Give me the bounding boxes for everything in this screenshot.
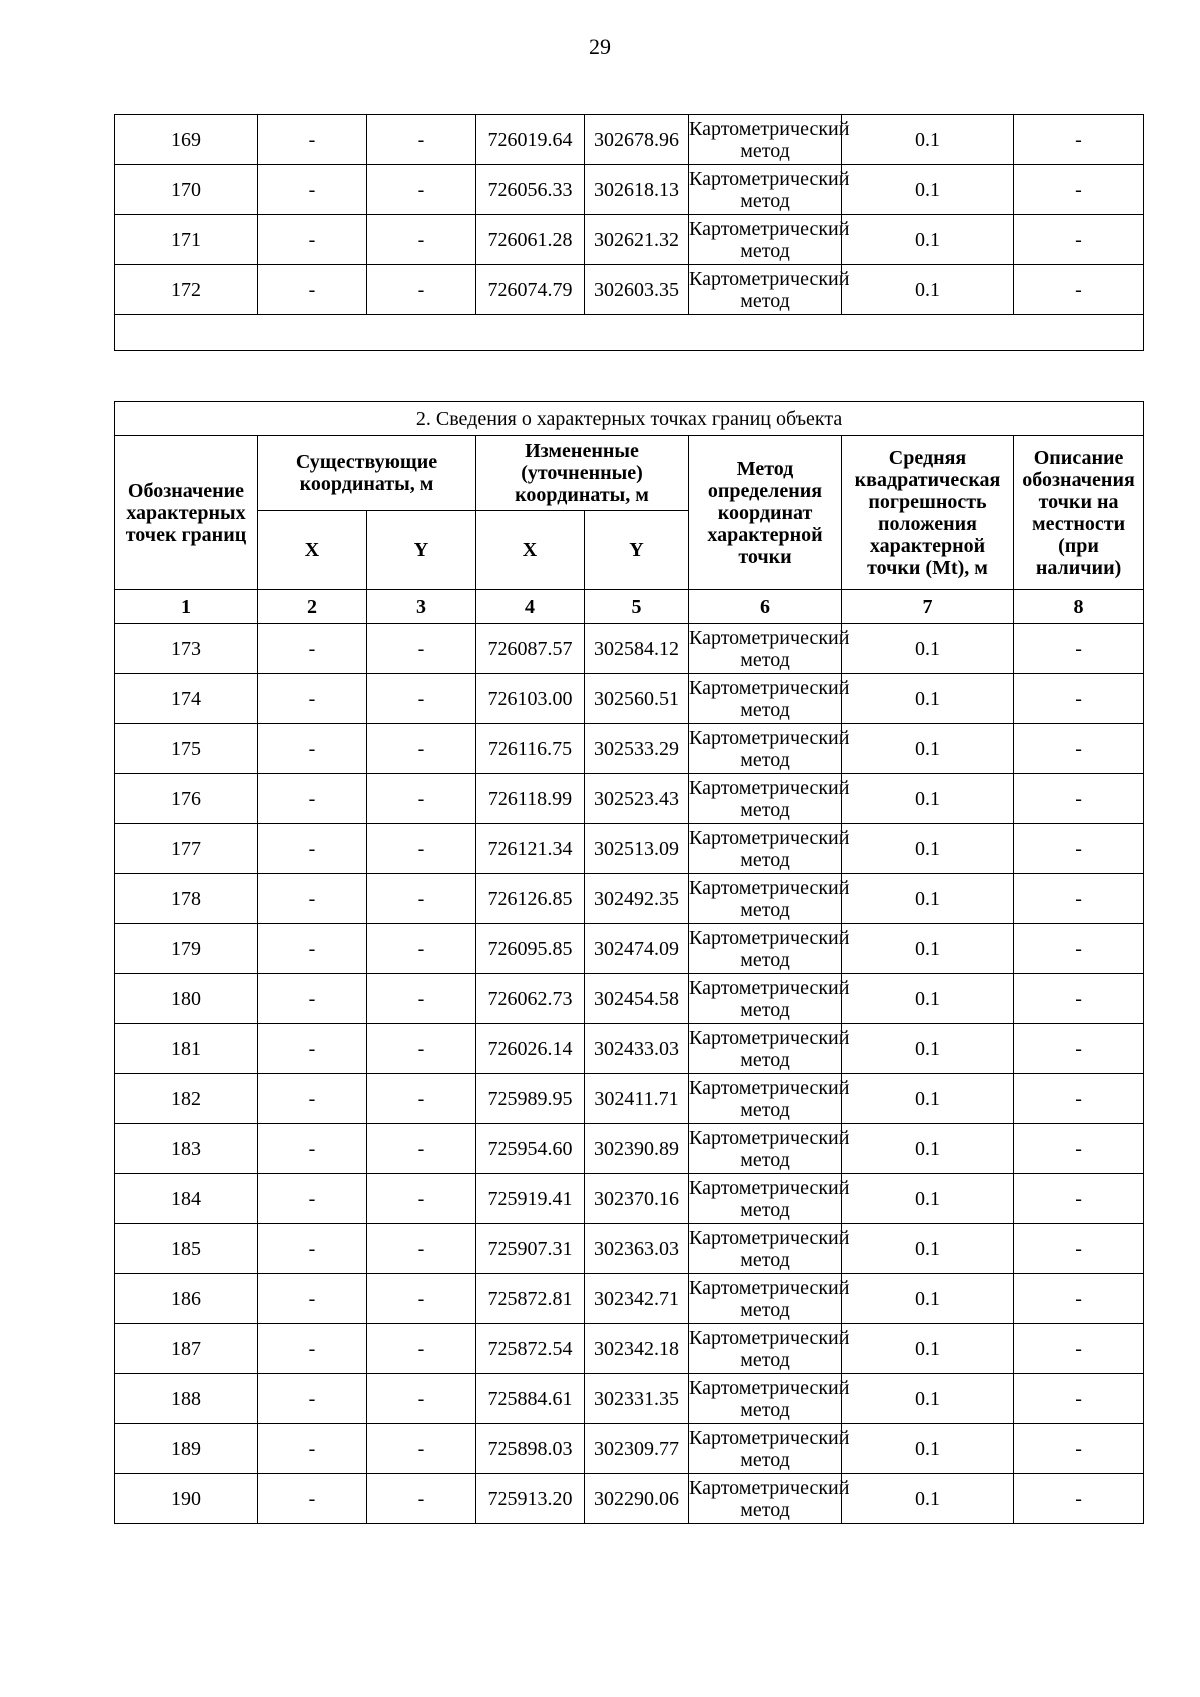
method-cell: Картометрический метод (689, 215, 842, 265)
table1-empty-row (115, 315, 1144, 351)
point-number-cell: 190 (115, 1474, 258, 1524)
changed-x-cell: 725954.60 (476, 1124, 585, 1174)
existing-y-cell: - (367, 674, 476, 724)
column-number: 8 (1014, 590, 1144, 624)
column-number: 5 (585, 590, 689, 624)
accuracy-cell: 0.1 (842, 924, 1014, 974)
description-cell: - (1014, 1374, 1144, 1424)
table-row (115, 774, 1144, 824)
changed-y-cell: 302454.58 (585, 974, 689, 1024)
changed-x-cell: 725872.54 (476, 1324, 585, 1374)
table-row (115, 724, 1144, 774)
existing-y-cell: - (367, 1424, 476, 1474)
changed-x-cell: 726087.57 (476, 624, 585, 674)
existing-y-cell: - (367, 215, 476, 265)
method-cell: Картометрический метод (689, 1374, 842, 1424)
table-row (115, 1474, 1144, 1524)
changed-y-cell: 302618.13 (585, 165, 689, 215)
description-cell: - (1014, 1174, 1144, 1224)
section-title-row (115, 402, 1144, 436)
existing-x-cell: - (258, 1174, 367, 1224)
method-cell: Картометрический метод (689, 1274, 842, 1324)
changed-y-cell: 302474.09 (585, 924, 689, 974)
header-accuracy: Средняя квадратическая погрешность положения характерной точки (Mt), м (842, 436, 1014, 590)
description-cell: - (1014, 1224, 1144, 1274)
changed-x-cell: 726118.99 (476, 774, 585, 824)
changed-y-cell: 302309.77 (585, 1424, 689, 1474)
column-number: 1 (115, 590, 258, 624)
method-cell: Картометрический метод (689, 724, 842, 774)
accuracy-cell: 0.1 (842, 1274, 1014, 1324)
changed-x-cell: 725919.41 (476, 1174, 585, 1224)
changed-x-cell: 726026.14 (476, 1024, 585, 1074)
changed-y-cell: 302290.06 (585, 1474, 689, 1524)
point-number-cell: 170 (115, 165, 258, 215)
existing-x-cell: - (258, 1074, 367, 1124)
existing-y-cell: - (367, 265, 476, 315)
point-number-cell: 176 (115, 774, 258, 824)
changed-y-cell: 302621.32 (585, 215, 689, 265)
table-row (115, 1224, 1144, 1274)
table-row (115, 115, 1144, 165)
existing-x-cell: - (258, 165, 367, 215)
existing-y-cell: - (367, 1224, 476, 1274)
table-row (115, 924, 1144, 974)
existing-x-cell: - (258, 774, 367, 824)
point-number-cell: 169 (115, 115, 258, 165)
accuracy-cell: 0.1 (842, 824, 1014, 874)
changed-y-cell: 302523.43 (585, 774, 689, 824)
method-cell: Картометрический метод (689, 1074, 842, 1124)
existing-x-cell: - (258, 1424, 367, 1474)
point-number-cell: 174 (115, 674, 258, 724)
changed-x-cell: 726061.28 (476, 215, 585, 265)
changed-y-cell: 302560.51 (585, 674, 689, 724)
existing-x-cell: - (258, 115, 367, 165)
description-cell: - (1014, 1074, 1144, 1124)
method-cell: Картометрический метод (689, 265, 842, 315)
point-number-cell: 182 (115, 1074, 258, 1124)
existing-y-cell: - (367, 624, 476, 674)
header-existing-x: X (258, 511, 367, 590)
table-row (115, 165, 1144, 215)
existing-x-cell: - (258, 924, 367, 974)
accuracy-cell: 0.1 (842, 115, 1014, 165)
method-cell: Картометрический метод (689, 1324, 842, 1374)
changed-y-cell: 302331.35 (585, 1374, 689, 1424)
table-row (115, 265, 1144, 315)
method-cell: Картометрический метод (689, 774, 842, 824)
header-changed-y: Y (585, 511, 689, 590)
changed-y-cell: 302433.03 (585, 1024, 689, 1074)
changed-x-cell: 725898.03 (476, 1424, 585, 1474)
changed-y-cell: 302492.35 (585, 874, 689, 924)
changed-y-cell: 302342.71 (585, 1274, 689, 1324)
description-cell: - (1014, 115, 1144, 165)
changed-y-cell: 302342.18 (585, 1324, 689, 1374)
method-cell: Картометрический метод (689, 824, 842, 874)
method-cell: Картометрический метод (689, 624, 842, 674)
changed-x-cell: 726074.79 (476, 265, 585, 315)
existing-y-cell: - (367, 724, 476, 774)
accuracy-cell: 0.1 (842, 774, 1014, 824)
point-number-cell: 181 (115, 1024, 258, 1074)
accuracy-cell: 0.1 (842, 265, 1014, 315)
existing-y-cell: - (367, 1374, 476, 1424)
point-number-cell: 187 (115, 1324, 258, 1374)
existing-x-cell: - (258, 215, 367, 265)
point-number-cell: 189 (115, 1424, 258, 1474)
table-row (115, 1074, 1144, 1124)
existing-x-cell: - (258, 1024, 367, 1074)
coordinates-table-continued (114, 114, 1144, 351)
existing-x-cell: - (258, 1124, 367, 1174)
method-cell: Картометрический метод (689, 1024, 842, 1074)
point-number-cell: 183 (115, 1124, 258, 1174)
changed-y-cell: 302584.12 (585, 624, 689, 674)
column-number: 4 (476, 590, 585, 624)
point-number-cell: 179 (115, 924, 258, 974)
table1-body (115, 115, 1144, 315)
existing-y-cell: - (367, 1124, 476, 1174)
changed-y-cell: 302363.03 (585, 1224, 689, 1274)
table2-body (115, 624, 1144, 1524)
point-number-cell: 173 (115, 624, 258, 674)
description-cell: - (1014, 724, 1144, 774)
method-cell: Картометрический метод (689, 874, 842, 924)
method-cell: Картометрический метод (689, 1224, 842, 1274)
method-cell: Картометрический метод (689, 674, 842, 724)
existing-y-cell: - (367, 115, 476, 165)
existing-y-cell: - (367, 1324, 476, 1374)
method-cell: Картометрический метод (689, 1474, 842, 1524)
header-changed-x: X (476, 511, 585, 590)
table-row (115, 1374, 1144, 1424)
existing-x-cell: - (258, 1274, 367, 1324)
table-row (115, 1274, 1144, 1324)
point-number-cell: 178 (115, 874, 258, 924)
existing-y-cell: - (367, 924, 476, 974)
description-cell: - (1014, 1024, 1144, 1074)
existing-x-cell: - (258, 824, 367, 874)
point-number-cell: 186 (115, 1274, 258, 1324)
description-cell: - (1014, 215, 1144, 265)
table-row (115, 824, 1144, 874)
column-number: 7 (842, 590, 1014, 624)
description-cell: - (1014, 874, 1144, 924)
changed-x-cell: 726126.85 (476, 874, 585, 924)
existing-x-cell: - (258, 265, 367, 315)
table-row (115, 874, 1144, 924)
page-number: 29 (589, 34, 611, 59)
point-number-cell: 172 (115, 265, 258, 315)
existing-x-cell: - (258, 1324, 367, 1374)
changed-y-cell: 302411.71 (585, 1074, 689, 1124)
description-cell: - (1014, 674, 1144, 724)
changed-x-cell: 725989.95 (476, 1074, 585, 1124)
method-cell: Картометрический метод (689, 974, 842, 1024)
header-point-designation: Обозначение характерных точек границ (115, 436, 258, 590)
accuracy-cell: 0.1 (842, 1074, 1014, 1124)
existing-x-cell: - (258, 974, 367, 1024)
description-cell: - (1014, 1274, 1144, 1324)
existing-y-cell: - (367, 824, 476, 874)
header-row-main (115, 436, 1144, 511)
point-number-cell: 184 (115, 1174, 258, 1224)
existing-y-cell: - (367, 1024, 476, 1074)
description-cell: - (1014, 1124, 1144, 1174)
changed-x-cell: 726116.75 (476, 724, 585, 774)
existing-y-cell: - (367, 165, 476, 215)
accuracy-cell: 0.1 (842, 724, 1014, 774)
changed-x-cell: 725872.81 (476, 1274, 585, 1324)
boundary-points-table (114, 401, 1144, 1524)
existing-y-cell: - (367, 1174, 476, 1224)
column-number: 2 (258, 590, 367, 624)
description-cell: - (1014, 1324, 1144, 1374)
table-row (115, 624, 1144, 674)
method-cell: Картометрический метод (689, 1424, 842, 1474)
accuracy-cell: 0.1 (842, 1024, 1014, 1074)
accuracy-cell: 0.1 (842, 1474, 1014, 1524)
existing-x-cell: - (258, 724, 367, 774)
existing-y-cell: - (367, 1274, 476, 1324)
point-number-cell: 175 (115, 724, 258, 774)
accuracy-cell: 0.1 (842, 624, 1014, 674)
accuracy-cell: 0.1 (842, 215, 1014, 265)
changed-y-cell: 302513.09 (585, 824, 689, 874)
accuracy-cell: 0.1 (842, 1424, 1014, 1474)
changed-x-cell: 726121.34 (476, 824, 585, 874)
description-cell: - (1014, 165, 1144, 215)
column-numbers-row (115, 590, 1144, 624)
method-cell: Картометрический метод (689, 1174, 842, 1224)
changed-x-cell: 726095.85 (476, 924, 585, 974)
changed-x-cell: 726062.73 (476, 974, 585, 1024)
table-row (115, 215, 1144, 265)
table-row (115, 974, 1144, 1024)
point-number-cell: 171 (115, 215, 258, 265)
header-changed-coords: Измененные (уточненные) координаты, м (476, 436, 689, 511)
description-cell: - (1014, 974, 1144, 1024)
changed-y-cell: 302533.29 (585, 724, 689, 774)
accuracy-cell: 0.1 (842, 674, 1014, 724)
existing-y-cell: - (367, 874, 476, 924)
description-cell: - (1014, 774, 1144, 824)
table-row (115, 1424, 1144, 1474)
method-cell: Картометрический метод (689, 924, 842, 974)
changed-y-cell: 302390.89 (585, 1124, 689, 1174)
description-cell: - (1014, 924, 1144, 974)
header-method: Метод определения координат характерной точки (689, 436, 842, 590)
existing-x-cell: - (258, 874, 367, 924)
method-cell: Картометрический метод (689, 165, 842, 215)
existing-x-cell: - (258, 624, 367, 674)
description-cell: - (1014, 1474, 1144, 1524)
point-number-cell: 177 (115, 824, 258, 874)
table-row (115, 674, 1144, 724)
column-number: 6 (689, 590, 842, 624)
section-title: 2. Сведения о характерных точках границ объекта (115, 402, 1144, 436)
method-cell: Картометрический метод (689, 115, 842, 165)
accuracy-cell: 0.1 (842, 1124, 1014, 1174)
table-row (115, 1024, 1144, 1074)
point-number-cell: 180 (115, 974, 258, 1024)
existing-x-cell: - (258, 1474, 367, 1524)
point-number-cell: 185 (115, 1224, 258, 1274)
changed-x-cell: 725907.31 (476, 1224, 585, 1274)
changed-x-cell: 725913.20 (476, 1474, 585, 1524)
accuracy-cell: 0.1 (842, 1374, 1014, 1424)
existing-y-cell: - (367, 774, 476, 824)
header-existing-coords: Существующие координаты, м (258, 436, 476, 511)
changed-y-cell: 302603.35 (585, 265, 689, 315)
changed-x-cell: 726056.33 (476, 165, 585, 215)
changed-y-cell: 302678.96 (585, 115, 689, 165)
accuracy-cell: 0.1 (842, 1224, 1014, 1274)
table-row (115, 1324, 1144, 1374)
description-cell: - (1014, 624, 1144, 674)
header-existing-y: Y (367, 511, 476, 590)
changed-x-cell: 726019.64 (476, 115, 585, 165)
description-cell: - (1014, 1424, 1144, 1474)
header-description: Описание обозначения точки на местности (при наличии) (1014, 436, 1144, 590)
column-number: 3 (367, 590, 476, 624)
empty-cell (115, 315, 1144, 351)
existing-x-cell: - (258, 1224, 367, 1274)
existing-x-cell: - (258, 1374, 367, 1424)
changed-x-cell: 725884.61 (476, 1374, 585, 1424)
existing-y-cell: - (367, 974, 476, 1024)
accuracy-cell: 0.1 (842, 874, 1014, 924)
description-cell: - (1014, 824, 1144, 874)
point-number-cell: 188 (115, 1374, 258, 1424)
changed-x-cell: 726103.00 (476, 674, 585, 724)
description-cell: - (1014, 265, 1144, 315)
existing-y-cell: - (367, 1474, 476, 1524)
table-row (115, 1124, 1144, 1174)
accuracy-cell: 0.1 (842, 1174, 1014, 1224)
accuracy-cell: 0.1 (842, 165, 1014, 215)
accuracy-cell: 0.1 (842, 1324, 1014, 1374)
existing-x-cell: - (258, 674, 367, 724)
method-cell: Картометрический метод (689, 1124, 842, 1174)
table-row (115, 1174, 1144, 1224)
changed-y-cell: 302370.16 (585, 1174, 689, 1224)
existing-y-cell: - (367, 1074, 476, 1124)
accuracy-cell: 0.1 (842, 974, 1014, 1024)
